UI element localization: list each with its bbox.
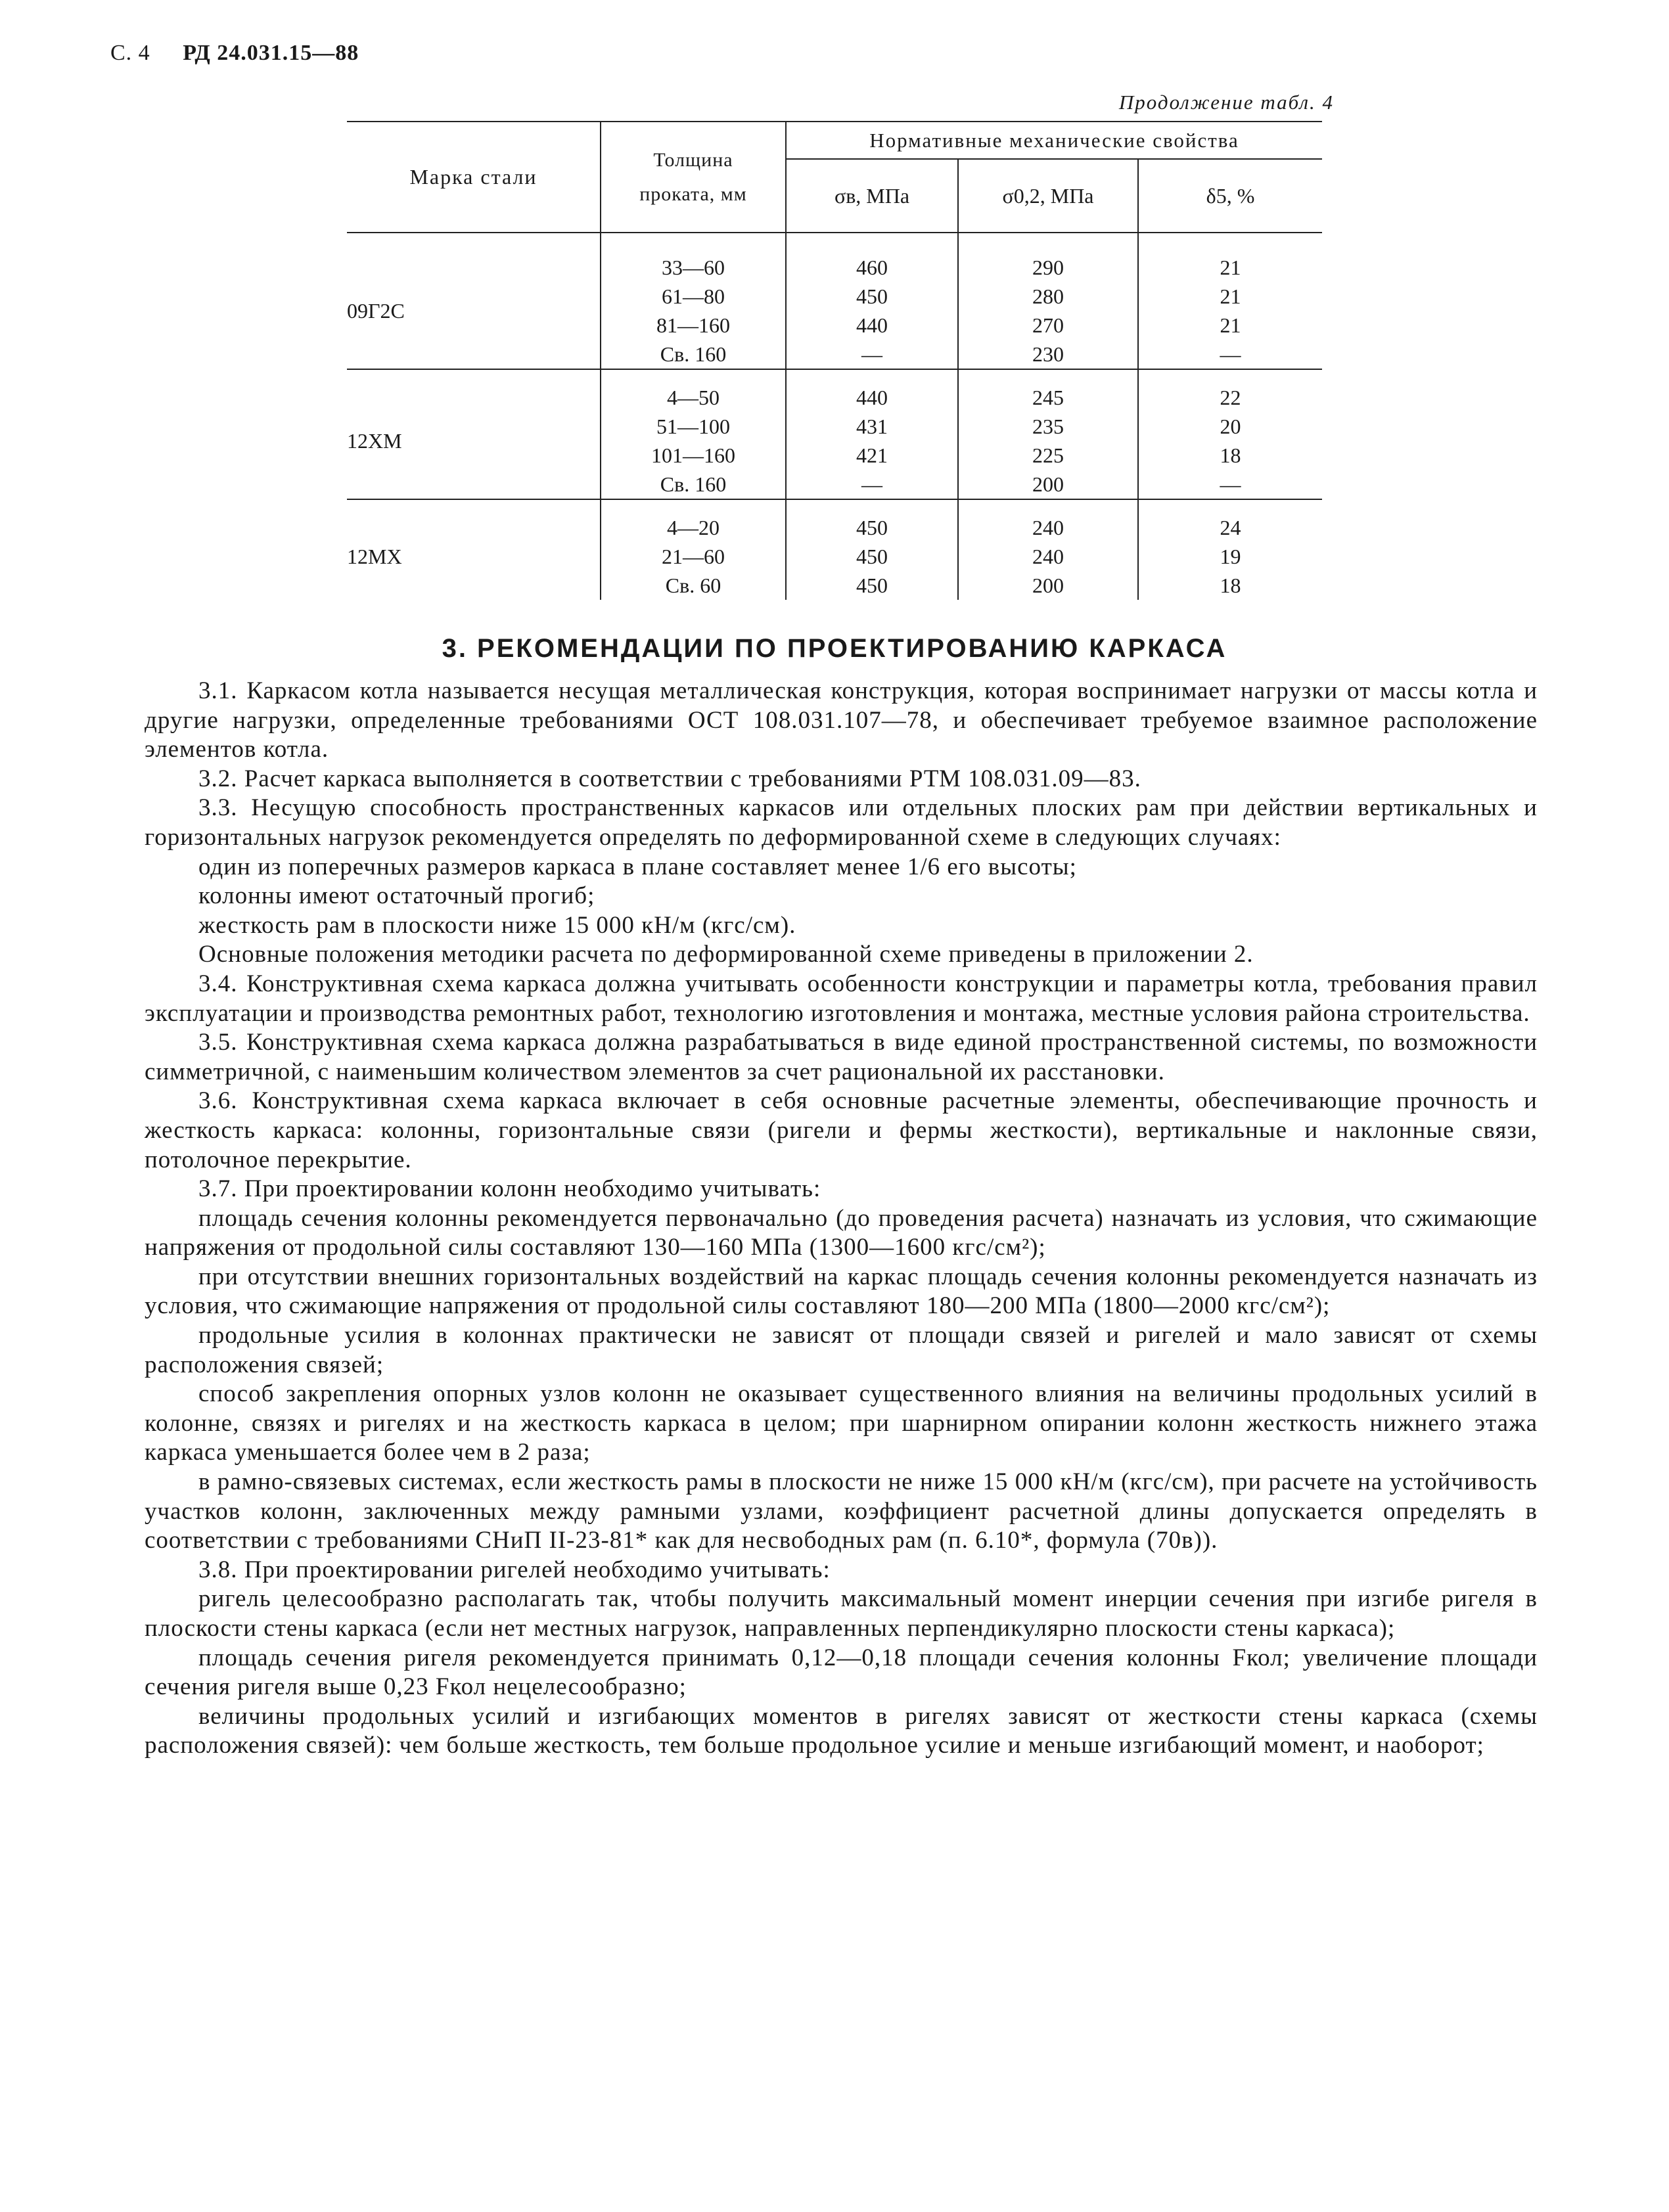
section-paragraph: способ закрепления опорных узлов колонн не оказывает существенного влияния на величины продольных усилий в колонне, связях и ригелях и на жесткость каркаса в целом; при шарнирном опирании колонн жесткость нижнего этажа каркаса уменьшается более чем в 2 раза; <box>145 1380 1538 1466</box>
table-cell-value: 20 <box>1220 415 1241 438</box>
section-paragraph: площадь сечения колонны рекомендуется первоначально (до проведения расчета) назначать из условия, что сжимающие напряжения от продольной силы составляют 130—160 МПа (1300—1600 кгс/см²); <box>145 1204 1538 1261</box>
header-mechanical-properties: Нормативные механические свойства <box>786 122 1322 159</box>
table-cell-value: 33—60 <box>662 256 725 279</box>
table-cell-value: 18 <box>1220 574 1241 597</box>
section-paragraph: один из поперечных размеров каркаса в плане составляет менее 1/6 его высоты; <box>198 853 1077 880</box>
table-caption: Продолжение табл. 4 <box>1118 91 1334 114</box>
sigma-b-cell <box>786 253 958 369</box>
table-cell-value: 200 <box>1032 574 1064 597</box>
section-title: 3. РЕКОМЕНДАЦИИ ПО ПРОЕКТИРОВАНИЮ КАРКАСА <box>442 634 1227 663</box>
table-cell-value: — <box>861 342 882 366</box>
delta5-cell <box>1138 383 1322 499</box>
mechanical-properties-table <box>347 122 1322 600</box>
table-cell-value: 460 <box>856 256 888 279</box>
sigma-b-cell <box>786 383 958 499</box>
table-cell-value: 51—100 <box>656 415 730 438</box>
table-cell-value: Св. 160 <box>660 342 727 366</box>
table-cell-value: 225 <box>1032 443 1064 467</box>
section-body <box>145 677 1538 1761</box>
header-thickness-line1: Толщина <box>653 148 733 171</box>
table-cell-value: Св. 160 <box>660 472 727 496</box>
header-thickness-line2: проката, мм <box>639 183 747 205</box>
table-cell-value: 245 <box>1032 386 1064 409</box>
steel-grade-cell: 12МХ <box>347 545 402 568</box>
table-cell-value: 21 <box>1220 313 1241 337</box>
table-cell-value: 21—60 <box>662 545 725 568</box>
delta5-cell <box>1138 253 1322 369</box>
page-number: С. 4 <box>110 41 150 65</box>
table-cell-value: 18 <box>1220 443 1241 467</box>
sigma-02-cell <box>958 383 1138 499</box>
header-thickness <box>601 122 786 233</box>
thickness-cell <box>601 253 786 369</box>
document-code: РД 24.031.15—88 <box>183 41 359 65</box>
steel-grade-cell: 12ХМ <box>347 429 402 453</box>
section-paragraph: при отсутствии внешних горизонтальных воздействий на каркас площадь сечения колонны рекомендуется назначать из условия, что сжимающие напряжения от продольной силы составляют 180—200 МПа (1800—2000 кгс/см²); <box>145 1263 1538 1320</box>
header-steel-grade: Марка стали <box>347 122 601 233</box>
table-cell-value: 22 <box>1220 386 1241 409</box>
table-cell-value: 4—50 <box>667 386 720 409</box>
table-cell-value: 61—80 <box>662 284 725 308</box>
thickness-cell <box>601 513 786 600</box>
section-paragraph: площадь сечения ригеля рекомендуется принимать 0,12—0,18 площади сечения колонны Fкол; увеличение площади сечения ригеля выше 0,23 Fкол нецелесообразно; <box>145 1644 1538 1701</box>
table-cell-value: 450 <box>856 574 888 597</box>
table-cell-value: 280 <box>1032 284 1064 308</box>
table-row-group <box>347 253 1322 369</box>
table-cell-value: 230 <box>1032 342 1064 366</box>
running-head <box>110 41 359 66</box>
section-paragraph: 3.6. Конструктивная схема каркаса включает в себя основные расчетные элементы, обеспечивающие прочность и жесткость каркаса: колонны, горизонтальные связи (ригели и фермы жесткости), вертикальные и наклонные связи, потолочное перекрытие. <box>145 1087 1538 1173</box>
table-cell-value: — <box>1220 472 1241 496</box>
table-cell-value: Св. 60 <box>665 574 721 597</box>
section-paragraph: продольные усилия в колоннах практически не зависят от площади связей и ригелей и мало зависят от схемы расположения связей; <box>145 1322 1538 1378</box>
table-cell-value: 81—160 <box>656 313 730 337</box>
table-row-group <box>347 513 1322 600</box>
section-paragraph: 3.4. Конструктивная схема каркаса должна учитывать особенности конструкции и параметры котла, требования правил эксплуатации и производства ремонтных работ, технологию изготовления и монтажа, местные условия района строительства. <box>145 970 1538 1027</box>
sigma-02-cell <box>958 253 1138 369</box>
section-paragraph: величины продольных усилий и изгибающих моментов в ригелях зависят от жесткости стены каркаса (схемы расположения связей): чем больше жесткость, тем больше продольное усилие и меньше изгибающий момент, и наоборот; <box>145 1702 1538 1759</box>
table-cell-value: 440 <box>856 386 888 409</box>
header-delta5: δ5, % <box>1138 159 1322 233</box>
table-cell-value: — <box>1220 342 1241 366</box>
table-cell-value: — <box>861 472 882 496</box>
table-cell-value: 431 <box>856 415 888 438</box>
table-cell-value: 290 <box>1032 256 1064 279</box>
table-cell-value: 24 <box>1220 516 1241 539</box>
section-paragraph: 3.8. При проектировании ригелей необходимо учитывать: <box>198 1556 831 1583</box>
table-cell-value: 240 <box>1032 516 1064 539</box>
table-cell-value: 4—20 <box>667 516 720 539</box>
section-paragraph: Основные положения методики расчета по деформированной схеме приведены в приложении 2. <box>198 941 1254 968</box>
table-cell-value: 270 <box>1032 313 1064 337</box>
header-sigma-02: σ0,2, МПа <box>958 159 1138 233</box>
table-cell-value: 235 <box>1032 415 1064 438</box>
table-cell-value: 421 <box>856 443 888 467</box>
section-paragraph: в рамно-связевых системах, если жесткость рамы в плоскости не ниже 15 000 кН/м (кгс/см), при расчете на устойчивость участков колонн, заключенных между рамными узлами, коэффициент расчетной длины допускается определять в соответствии с требованиями СНиП II-23-81* как для несвободных рам (п. 6.10*, формула (70в)). <box>145 1468 1538 1554</box>
section-paragraph: 3.1. Каркасом котла называется несущая металлическая конструкция, которая воспринимает нагрузки от массы котла и другие нагрузки, определенные требованиями ОСТ 108.031.107—78, и обеспечивает требуемое взаимное расположение элементов котла. <box>145 677 1538 763</box>
table-cell-value: 450 <box>856 516 888 539</box>
table-cell-value: 101—160 <box>651 443 735 467</box>
table-cell-value: 19 <box>1220 545 1241 568</box>
steel-grade-cell: 09Г2С <box>347 299 405 323</box>
section-paragraph: 3.5. Конструктивная схема каркаса должна разрабатываться в виде единой пространственной системы, по возможности симметричной, с наименьшим количеством элементов за счет рациональной их расстановки. <box>145 1029 1538 1085</box>
table-body <box>347 233 1322 600</box>
delta5-cell <box>1138 513 1322 600</box>
table-cell-value: 450 <box>856 545 888 568</box>
section-paragraph: 3.7. При проектировании колонн необходимо учитывать: <box>198 1175 821 1203</box>
header-sigma-b: σв, МПа <box>786 159 958 233</box>
section-paragraph: 3.2. Расчет каркаса выполняется в соответствии с требованиями РТМ 108.031.09—83. <box>198 765 1141 792</box>
table-cell-value: 240 <box>1032 545 1064 568</box>
table-cell-value: 440 <box>856 313 888 337</box>
section-paragraph: колонны имеют остаточный прогиб; <box>198 882 595 910</box>
section-paragraph: жесткость рам в плоскости ниже 15 000 кН/м (кгс/см). <box>198 911 796 939</box>
sigma-02-cell <box>958 513 1138 600</box>
table-cell-value: 450 <box>856 284 888 308</box>
table-cell-value: 21 <box>1220 284 1241 308</box>
table-cell-value: 21 <box>1220 256 1241 279</box>
section-paragraph: 3.3. Несущую способность пространственных каркасов или отдельных плоских рам при действии вертикальных и горизонтальных нагрузок рекомендуется определять по деформированной схеме в следующих случаях: <box>145 794 1538 851</box>
table-row-group <box>347 383 1322 499</box>
sigma-b-cell <box>786 513 958 600</box>
table-cell-value: 200 <box>1032 472 1064 496</box>
section-paragraph: ригель целесообразно располагать так, чтобы получить максимальный момент инерции сечения при изгибе ригеля в плоскости стены каркаса (если нет местных нагрузок, направленных перпендикулярно плоскости стены каркаса); <box>145 1585 1538 1642</box>
thickness-cell <box>601 383 786 499</box>
